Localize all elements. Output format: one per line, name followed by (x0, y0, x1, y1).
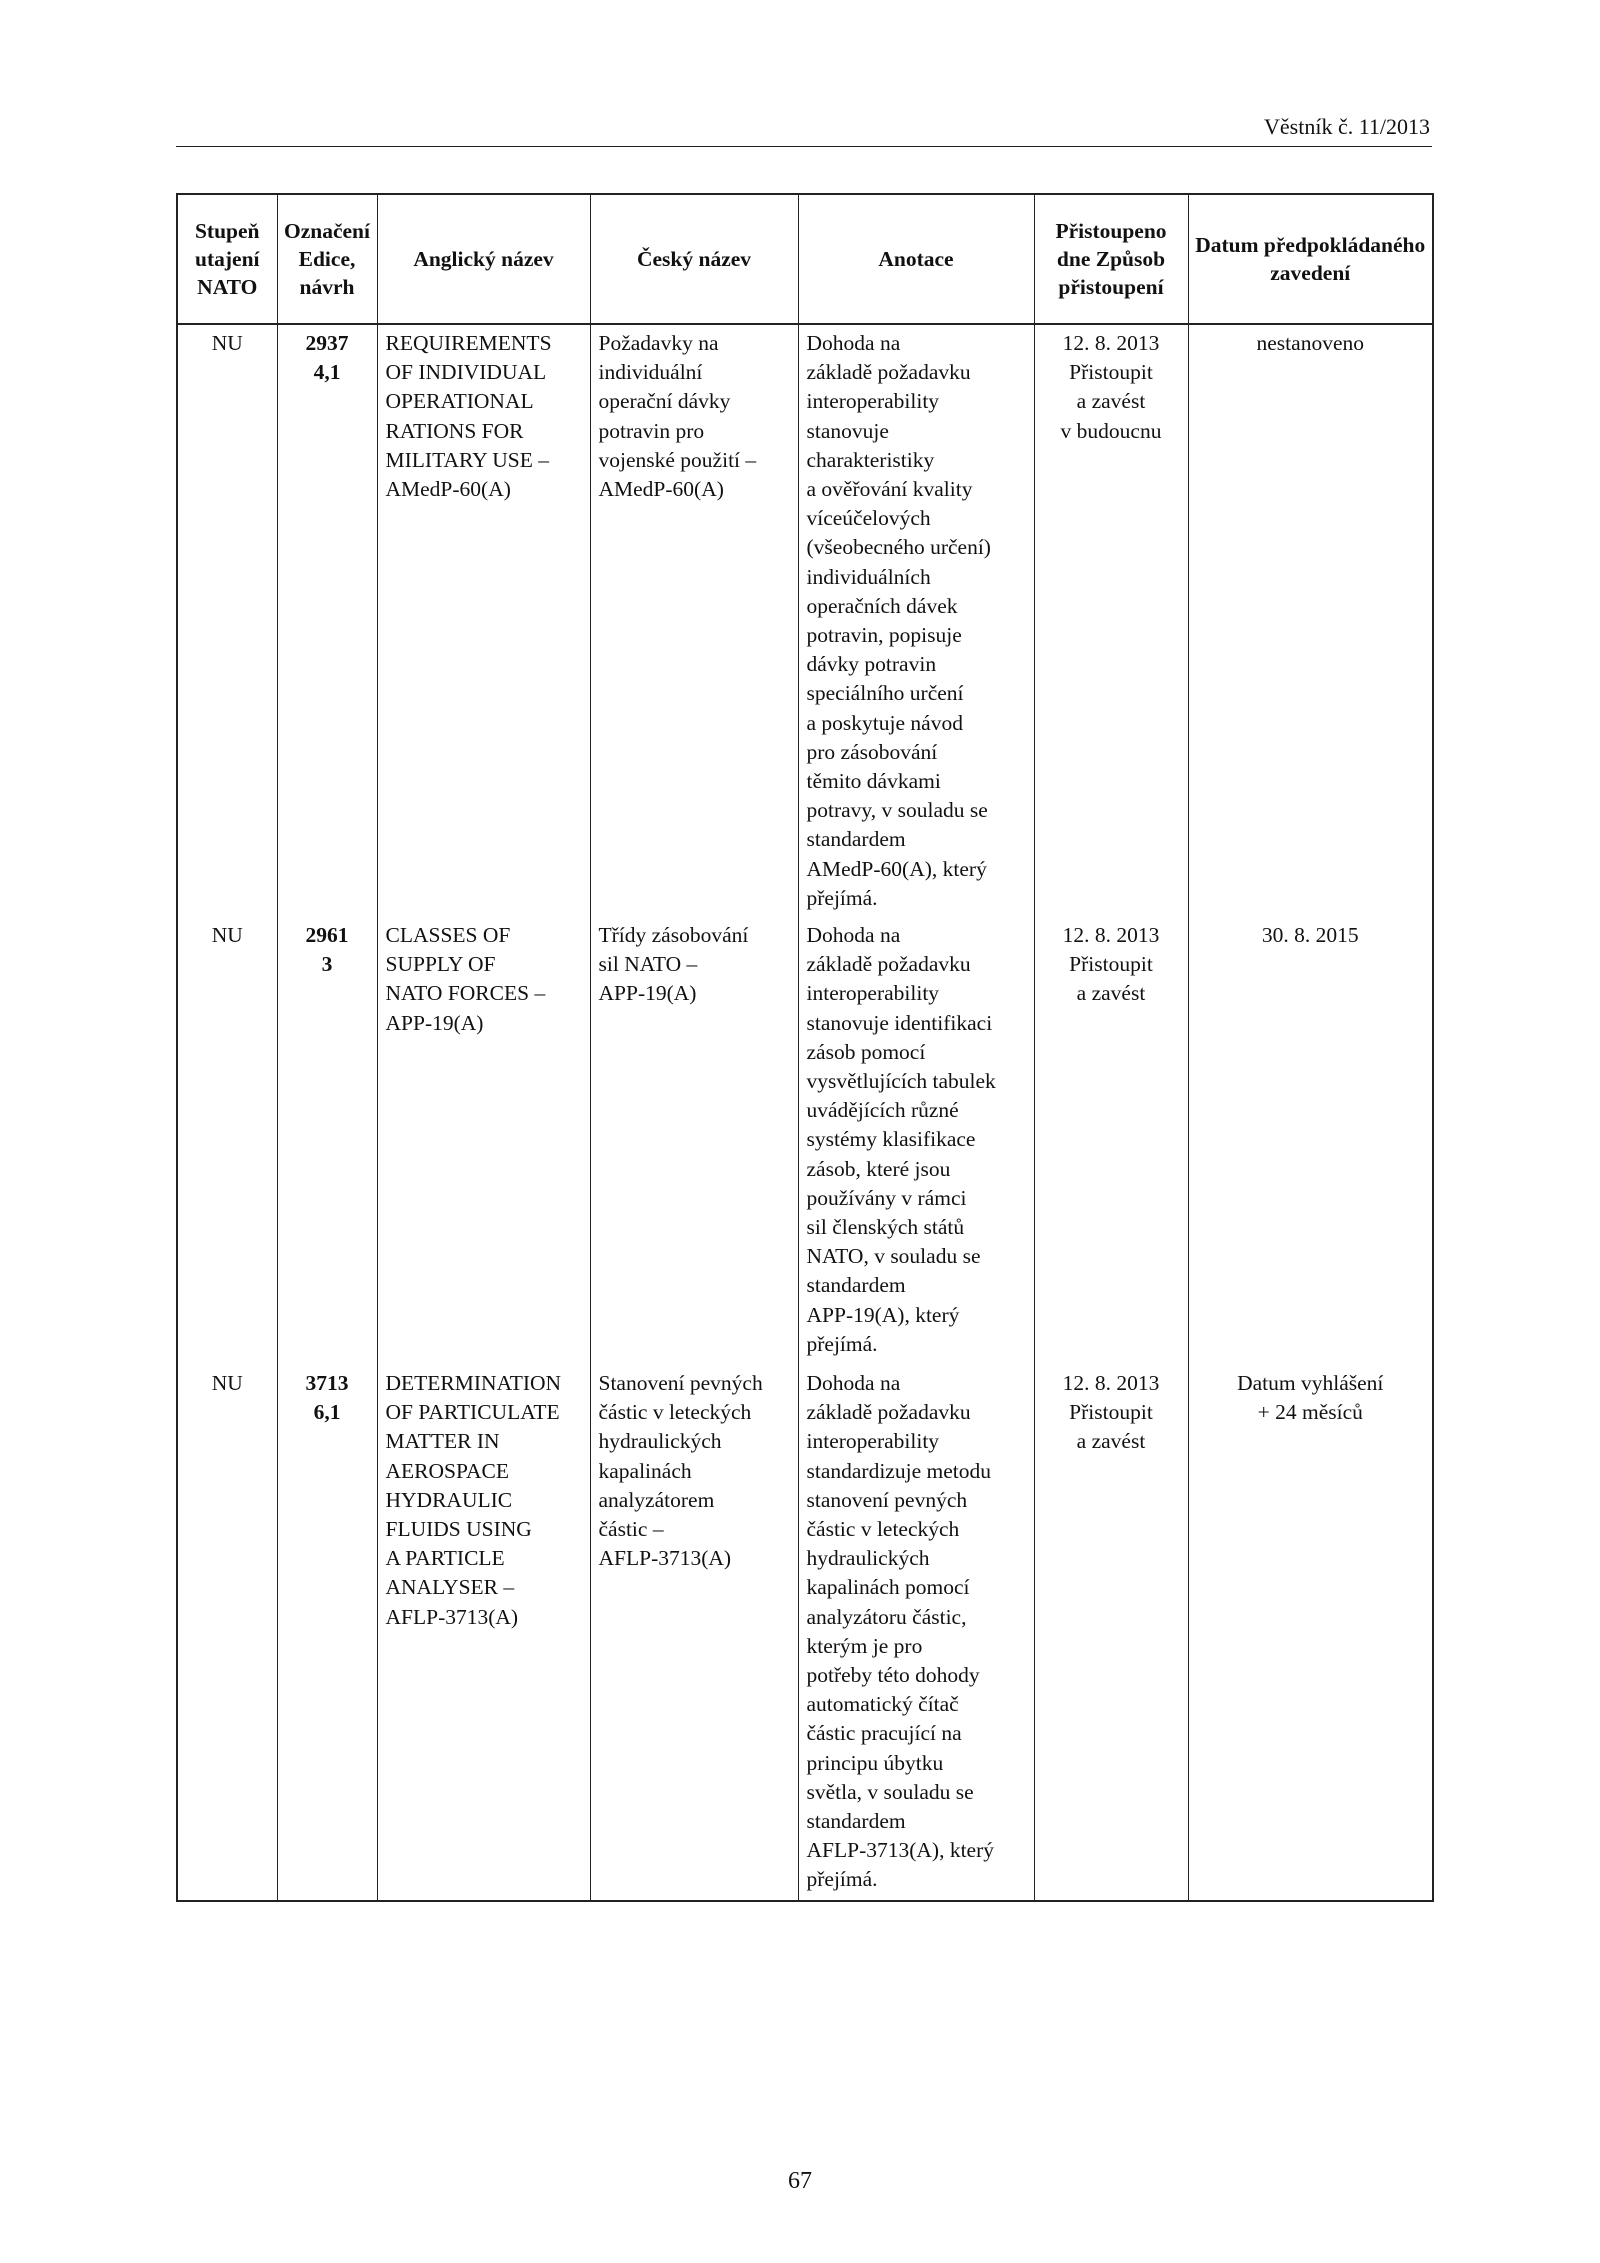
cell-anotace: Dohoda na základě požadavku interoperability standardizuje metodu stanovení pevných částic v leteckých hydraulických kapalinách pomocí analyzátoru částic, kterým je pro potřeby této dohody automatický čítač částic pracující na principu úbytku světla, v souladu se standardem AFLP-3713(A), který přejímá. (798, 1365, 1034, 1901)
cell-datum-zavedeni: 30. 8. 2015 (1188, 917, 1433, 1365)
standards-table (176, 193, 1434, 1902)
cell-anotace: Dohoda na základě požadavku interoperability stanovuje charakteristiky a ověřování kvality víceúčelových (všeobecného určení) individuálních operačních dávek potravin, popisuje dávky potravin speciálního určení a poskytuje návod pro zásobování těmito dávkami potravy, v souladu se standardem AMedP-60(A), který přejímá. (798, 324, 1034, 917)
cell-pristoupeno: 12. 8. 2013 Přistoupit a zavést (1034, 917, 1188, 1365)
cell-stupen: NU (177, 324, 277, 917)
cell-pristoupeno: 12. 8. 2013 Přistoupit a zavést v budoucnu (1034, 324, 1188, 917)
running-header (176, 112, 1432, 147)
table-row (177, 917, 1433, 1365)
cell-pristoupeno: 12. 8. 2013 Přistoupit a zavést (1034, 1365, 1188, 1901)
cell-cesky-nazev: Požadavky na individuální operační dávky potravin pro vojenské použití – AMedP-60(A) (590, 324, 798, 917)
cell-anotace: Dohoda na základě požadavku interoperability stanovuje identifikaci zásob pomocí vysvětlujících tabulek uvádějících různé systémy klasifikace zásob, které jsou používány v rámci sil členských států NATO, v souladu se standardem APP-19(A), který přejímá. (798, 917, 1034, 1365)
cell-datum-zavedeni: nestanoveno (1188, 324, 1433, 917)
table-row (177, 324, 1433, 917)
column-header-anotace: Anotace (798, 194, 1034, 324)
cell-datum-zavedeni: Datum vyhlášení + 24 měsíců (1188, 1365, 1433, 1901)
cell-oznaceni: 2961 3 (277, 917, 377, 1365)
column-header-pristoupeno: Přistoupeno dne Způsob přistoupení (1034, 194, 1188, 324)
cell-stupen: NU (177, 1365, 277, 1901)
column-header-oznaceni: Označení Edice, návrh (277, 194, 377, 324)
column-header-cesky-nazev: Český název (590, 194, 798, 324)
table-header-row (177, 194, 1433, 324)
cell-cesky-nazev: Třídy zásobování sil NATO – APP-19(A) (590, 917, 798, 1365)
cell-anglicky-nazev: REQUIREMENTS OF INDIVIDUAL OPERATIONAL RATIONS FOR MILITARY USE – AMedP-60(A) (377, 324, 590, 917)
cell-oznaceni: 2937 4,1 (277, 324, 377, 917)
running-title: Věstník č. 11/2013 (1264, 114, 1430, 139)
column-header-stupen: Stupeň utajení NATO (177, 194, 277, 324)
page-number: 67 (788, 2168, 812, 2194)
column-header-anglicky-nazev: Anglický název (377, 194, 590, 324)
column-header-datum-zavedeni: Datum předpokládaného zavedení (1188, 194, 1433, 324)
cell-oznaceni: 3713 6,1 (277, 1365, 377, 1901)
cell-cesky-nazev: Stanovení pevných částic v leteckých hydraulických kapalinách analyzátorem částic – AFLP-3713(A) (590, 1365, 798, 1901)
cell-anglicky-nazev: DETERMINATION OF PARTICULATE MATTER IN AEROSPACE HYDRAULIC FLUIDS USING A PARTICLE ANALYSER – AFLP-3713(A) (377, 1365, 590, 1901)
table-row (177, 1365, 1433, 1901)
cell-anglicky-nazev: CLASSES OF SUPPLY OF NATO FORCES – APP-19(A) (377, 917, 590, 1365)
cell-stupen: NU (177, 917, 277, 1365)
